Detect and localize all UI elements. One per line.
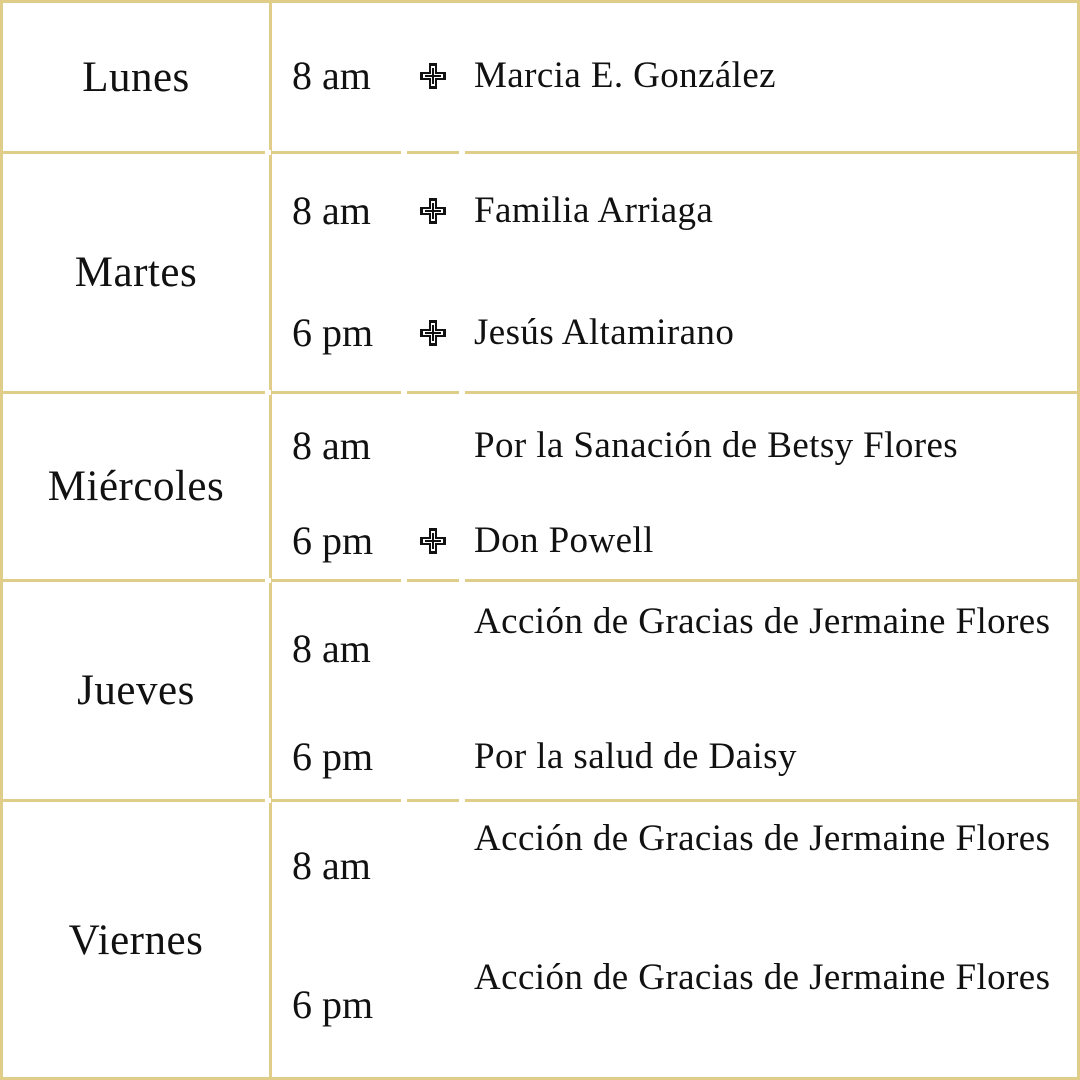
cross-icon <box>418 526 448 556</box>
mass-intention: Marcia E. González <box>474 55 777 96</box>
mass-time: 8 am <box>292 626 371 671</box>
cross-icon <box>418 318 448 348</box>
mass-intention: Por la salud de Daisy <box>474 736 797 777</box>
mass-time: 6 pm <box>292 982 374 1027</box>
day-label-miercoles: Miércoles <box>47 463 225 510</box>
mass-time: 8 am <box>292 843 371 888</box>
day-label-jueves: Jueves <box>77 667 195 714</box>
cross-icon <box>418 196 448 226</box>
mass-time: 6 pm <box>292 518 374 563</box>
mass-intention: Acción de Gracias de Jermaine Flores <box>474 957 1051 998</box>
day-label-viernes: Viernes <box>68 916 204 964</box>
mass-intention: Acción de Gracias de Jermaine Flores <box>474 818 1051 859</box>
mass-time: 6 pm <box>292 310 374 355</box>
mass-time: 8 am <box>292 423 371 468</box>
mass-time: 8 am <box>292 53 371 98</box>
mass-intention: Don Powell <box>474 520 654 561</box>
day-label-lunes: Lunes <box>82 53 190 101</box>
cross-icon <box>418 61 448 91</box>
mass-intention: Acción de Gracias de Jermaine Flores <box>474 601 1051 642</box>
day-label-martes: Martes <box>74 249 198 296</box>
mass-intention: Jesús Altamirano <box>474 312 735 353</box>
column-divider <box>269 3 272 1077</box>
mass-intention: Por la Sanación de Betsy Flores <box>474 425 959 466</box>
mass-time: 8 am <box>292 188 371 233</box>
mass-intention: Familia Arriaga <box>474 190 714 231</box>
mass-time: 6 pm <box>292 734 374 779</box>
